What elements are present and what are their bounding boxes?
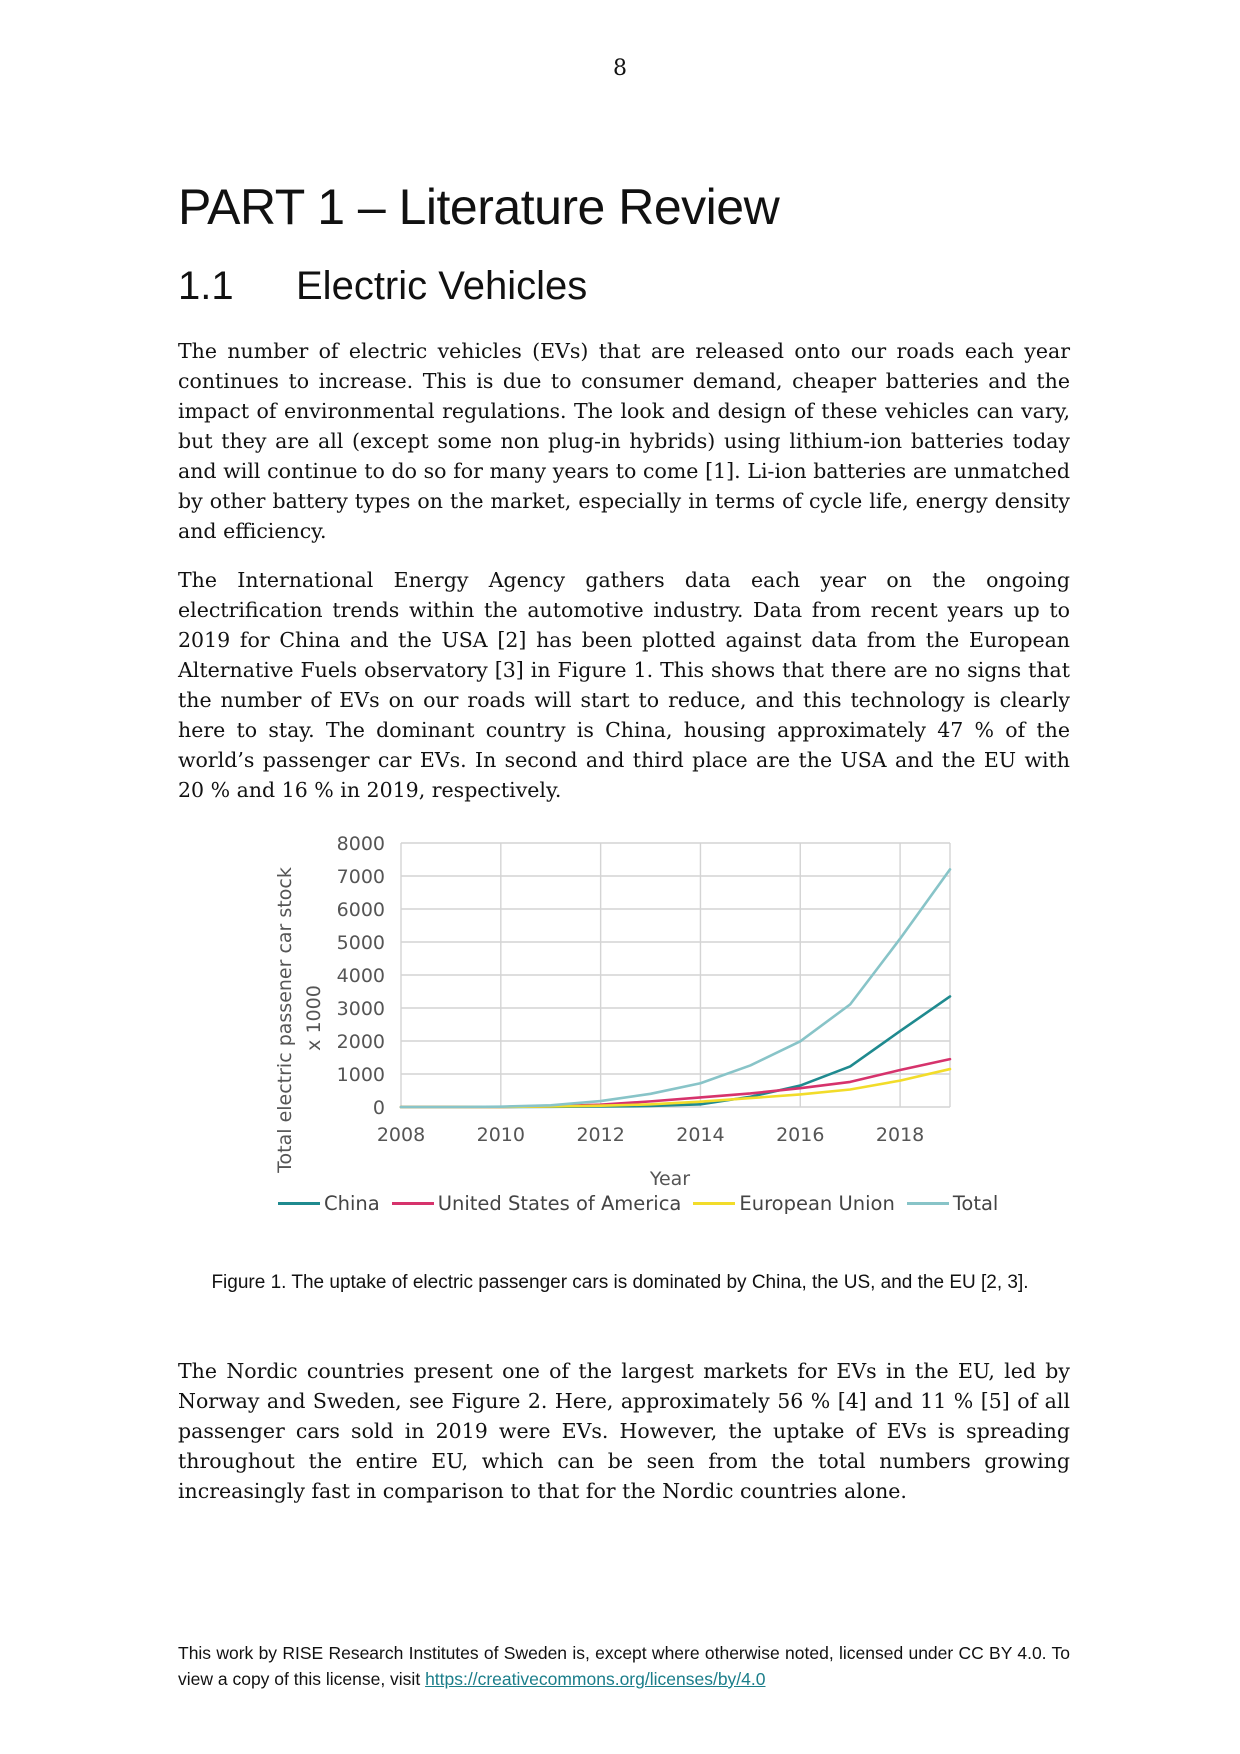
- figure-1: [270, 820, 990, 1220]
- legend-label: China: [324, 1191, 380, 1215]
- legend-label: Total: [952, 1191, 999, 1215]
- x-tick-label: 2018: [875, 1124, 925, 1146]
- legend-label: European Union: [739, 1191, 895, 1215]
- legend-label: United States of America: [437, 1191, 682, 1215]
- y-tick-label: 6000: [336, 899, 385, 921]
- y-tick-label: 3000: [336, 998, 385, 1020]
- series-lines: [401, 869, 950, 1107]
- paragraph: The International Energy Agency gathers data each year on the ongoing electrification trends within the automotive industry. Data from recent years up to 2019 for China and the USA [2] has been plotted against data from the European Alternative Fuels observatory [3] in Figure 1. This shows that there are no signs that the number of EVs on our roads will start to reduce, and this technology is clearly here to stay. The dominant country is China, housing approximately 47 % of the world’s passenger car EVs. In second and third place are the USA and the EU with 20 % and 16 % in 2019, respectively.: [178, 568, 1070, 802]
- y-tick-label: 0: [372, 1097, 385, 1119]
- legend-swatch: [392, 1202, 434, 1205]
- y-tick-labels: [337, 833, 385, 1119]
- series-line-total: [401, 869, 950, 1107]
- paragraph: The Nordic countries present one of the largest markets for EVs in the EU, led by Norway and Sweden, see Figure 2. Here, approximately 56 % [4] and 11 % [5] of all passenger cars sold in 2019 were EVs. However, the uptake of EVs is spreading throughout the entire EU, which can be seen from the total numbers growing increasingly fast in comparison to that for the Nordic countries alone.: [178, 1359, 1070, 1503]
- x-tick-label: 2016: [776, 1124, 825, 1146]
- legend-item: [392, 1192, 682, 1215]
- series-line-china: [401, 996, 950, 1107]
- license-footer: [178, 1640, 1070, 1692]
- legend-item: [907, 1192, 999, 1215]
- y-tick-label: 4000: [336, 965, 385, 987]
- x-tick-label: 2010: [476, 1124, 525, 1146]
- chart-legend: [278, 1189, 1038, 1217]
- part-title: PART 1 – Literature Review: [178, 179, 780, 235]
- section-number: 1.1: [178, 264, 234, 308]
- section-title: Electric Vehicles: [296, 264, 588, 308]
- x-tick-labels: [377, 1124, 924, 1146]
- y-tick-label: 2000: [336, 1031, 385, 1053]
- legend-item: [693, 1192, 894, 1215]
- y-tick-label: 5000: [336, 932, 385, 954]
- page-number: 8: [613, 56, 627, 81]
- y-axis-unit-label: x 1000: [303, 985, 325, 1051]
- x-tick-label: 2014: [676, 1124, 725, 1146]
- ev-stock-line-chart: [270, 820, 990, 1190]
- legend-swatch: [693, 1202, 735, 1205]
- legend-item: [278, 1192, 380, 1215]
- y-tick-label: 1000: [336, 1064, 385, 1086]
- y-tick-label: 7000: [336, 866, 385, 888]
- y-tick-label: 8000: [336, 833, 385, 855]
- x-tick-label: 2008: [376, 1124, 426, 1146]
- series-line-united-states-of-america: [401, 1059, 950, 1107]
- chart-grid: [401, 843, 950, 1107]
- figure-caption: Figure 1. The uptake of electric passenger cars is dominated by China, the US, and the EU [2, 3].: [211, 1272, 1029, 1293]
- paragraph: The number of electric vehicles (EVs) that are released onto our roads each year continues to increase. This is due to consumer demand, cheaper batteries and the impact of environmental regulations. The look and design of these vehicles can vary, but they are all (except some non plug-in hybrids) using lithium-ion batteries today and will continue to do so for many years to come [1]. Li-ion batteries are unmatched by other battery types on the market, especially in terms of cycle life, energy density and efficiency.: [178, 339, 1070, 543]
- y-axis-label: Total electric passener car stock: [274, 867, 296, 1173]
- section-heading: [178, 264, 587, 309]
- legend-swatch: [278, 1202, 320, 1205]
- x-tick-label: 2012: [576, 1124, 625, 1146]
- license-link[interactable]: https://creativecommons.org/licenses/by/4.0: [425, 1669, 766, 1689]
- x-axis-label: Year: [649, 1168, 691, 1190]
- legend-swatch: [907, 1202, 949, 1205]
- license-text: This work by RISE Research Institutes of Sweden is, except where otherwise noted, licensed under CC BY 4.0. To view a copy of this license, visit: [178, 1643, 1070, 1689]
